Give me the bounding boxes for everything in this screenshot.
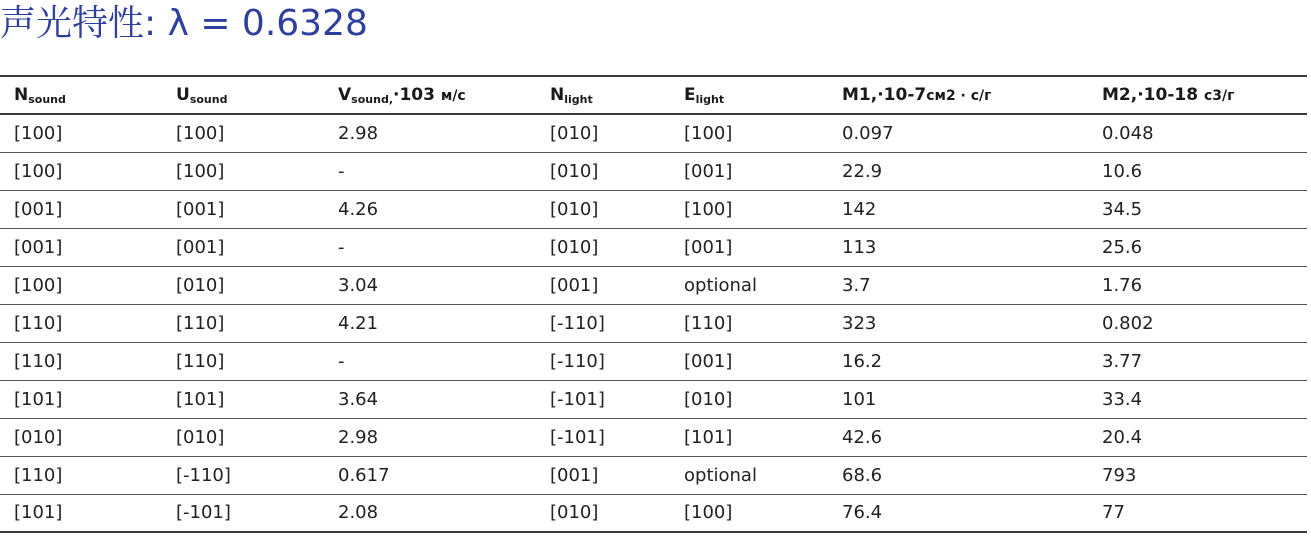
cell-e-light: [001]: [684, 236, 733, 258]
table-row: [0, 342, 1307, 380]
table-row: [0, 266, 1307, 304]
cell-n-sound: [110]: [14, 312, 63, 334]
table-row: [0, 380, 1307, 418]
cell-v-sound: 2.98: [338, 426, 379, 448]
table-row: [0, 114, 1307, 152]
cell-m1: 76.4: [842, 502, 883, 524]
table-row: [0, 418, 1307, 456]
cell-n-sound: [001]: [14, 236, 63, 258]
cell-v-sound: 4.21: [338, 312, 379, 334]
cell-v-sound: -: [338, 160, 345, 182]
cell-v-sound: -: [338, 350, 345, 372]
cell-n-light: [010]: [550, 160, 599, 182]
cell-m1: 323: [842, 312, 877, 334]
cell-u-sound: [-110]: [176, 464, 231, 486]
cell-m2: 3.77: [1102, 350, 1143, 372]
cell-m1: 3.7: [842, 274, 871, 296]
cell-n-sound: [100]: [14, 160, 63, 182]
cell-m1: 68.6: [842, 464, 883, 486]
cell-e-light: [101]: [684, 426, 733, 448]
table-row: [0, 152, 1307, 190]
cell-n-light: [-110]: [550, 312, 605, 334]
cell-n-sound: [110]: [14, 464, 63, 486]
cell-e-light: [100]: [684, 122, 733, 144]
cell-m2: 793: [1102, 464, 1137, 486]
table-row: [0, 228, 1307, 266]
cell-m2: 1.76: [1102, 274, 1143, 296]
cell-u-sound: [-101]: [176, 502, 231, 524]
table-row: [0, 494, 1307, 532]
cell-n-light: [010]: [550, 122, 599, 144]
cell-u-sound: [101]: [176, 388, 225, 410]
cell-m1: 42.6: [842, 426, 883, 448]
cell-n-sound: [100]: [14, 274, 63, 296]
cell-v-sound: 2.08: [338, 502, 379, 524]
cell-e-light: [100]: [684, 502, 733, 524]
cell-m2: 77: [1102, 502, 1125, 524]
cell-n-sound: [101]: [14, 388, 63, 410]
header-e-light: $E_{light}$: [684, 84, 725, 106]
cell-n-light: [-101]: [550, 388, 605, 410]
cell-n-sound: [110]: [14, 350, 63, 372]
cell-n-light: [001]: [550, 464, 599, 486]
table-row: [0, 456, 1307, 494]
cell-m1: 22.9: [842, 160, 883, 182]
cell-n-light: [010]: [550, 236, 599, 258]
cell-m1: 142: [842, 198, 877, 220]
cell-n-light: [010]: [550, 198, 599, 220]
cell-m1: 16.2: [842, 350, 883, 372]
acousto-optic-table-container: [0, 75, 1307, 533]
cell-n-light: [-101]: [550, 426, 605, 448]
header-m2: M2,·10-18 с3/г: [1102, 85, 1235, 105]
cell-n-sound: [001]: [14, 198, 63, 220]
cell-v-sound: 4.26: [338, 198, 379, 220]
header-n-sound: $N_{sound}$: [14, 84, 66, 106]
cell-u-sound: [100]: [176, 122, 225, 144]
cell-v-sound: 3.64: [338, 388, 379, 410]
cell-u-sound: [001]: [176, 198, 225, 220]
page-title: 声光特性: λ = 0.6328: [0, 3, 368, 44]
cell-m2: 20.4: [1102, 426, 1143, 448]
cell-e-light: [100]: [684, 198, 733, 220]
cell-m2: 10.6: [1102, 160, 1143, 182]
cell-n-light: [001]: [550, 274, 599, 296]
cell-u-sound: [010]: [176, 426, 225, 448]
cell-m2: 33.4: [1102, 388, 1143, 410]
cell-e-light: [010]: [684, 388, 733, 410]
cell-u-sound: [100]: [176, 160, 225, 182]
cell-n-sound: [100]: [14, 122, 63, 144]
acousto-optic-table: [0, 75, 1307, 533]
cell-n-light: [-110]: [550, 350, 605, 372]
cell-n-sound: [010]: [14, 426, 63, 448]
table-body: [0, 114, 1307, 532]
header-m1: M1,·10-7см2 · с/г: [842, 85, 992, 105]
cell-e-light: [001]: [684, 350, 733, 372]
header-v-sound: $V_{sound,}\cdot 103$ м/с: [338, 84, 466, 106]
cell-m2: 34.5: [1102, 198, 1143, 220]
cell-u-sound: [110]: [176, 350, 225, 372]
cell-u-sound: [001]: [176, 236, 225, 258]
cell-e-light: optional: [684, 274, 757, 296]
cell-e-light: [001]: [684, 160, 733, 182]
cell-n-sound: [101]: [14, 502, 63, 524]
cell-u-sound: [010]: [176, 274, 225, 296]
cell-v-sound: 2.98: [338, 122, 379, 144]
cell-m1: 113: [842, 236, 877, 258]
cell-m2: 25.6: [1102, 236, 1143, 258]
header-u-sound: $U_{sound}$: [176, 84, 228, 106]
table-row: [0, 190, 1307, 228]
cell-v-sound: 3.04: [338, 274, 379, 296]
cell-m2: 0.048: [1102, 122, 1154, 144]
cell-e-light: [110]: [684, 312, 733, 334]
cell-n-light: [010]: [550, 502, 599, 524]
cell-v-sound: 0.617: [338, 464, 390, 486]
cell-e-light: optional: [684, 464, 757, 486]
cell-u-sound: [110]: [176, 312, 225, 334]
cell-m1: 101: [842, 388, 877, 410]
cell-m1: 0.097: [842, 122, 894, 144]
cell-m2: 0.802: [1102, 312, 1154, 334]
table-row: [0, 304, 1307, 342]
table-header-row: [0, 76, 1307, 114]
cell-v-sound: -: [338, 236, 345, 258]
header-n-light: $N_{light}$: [550, 84, 593, 106]
